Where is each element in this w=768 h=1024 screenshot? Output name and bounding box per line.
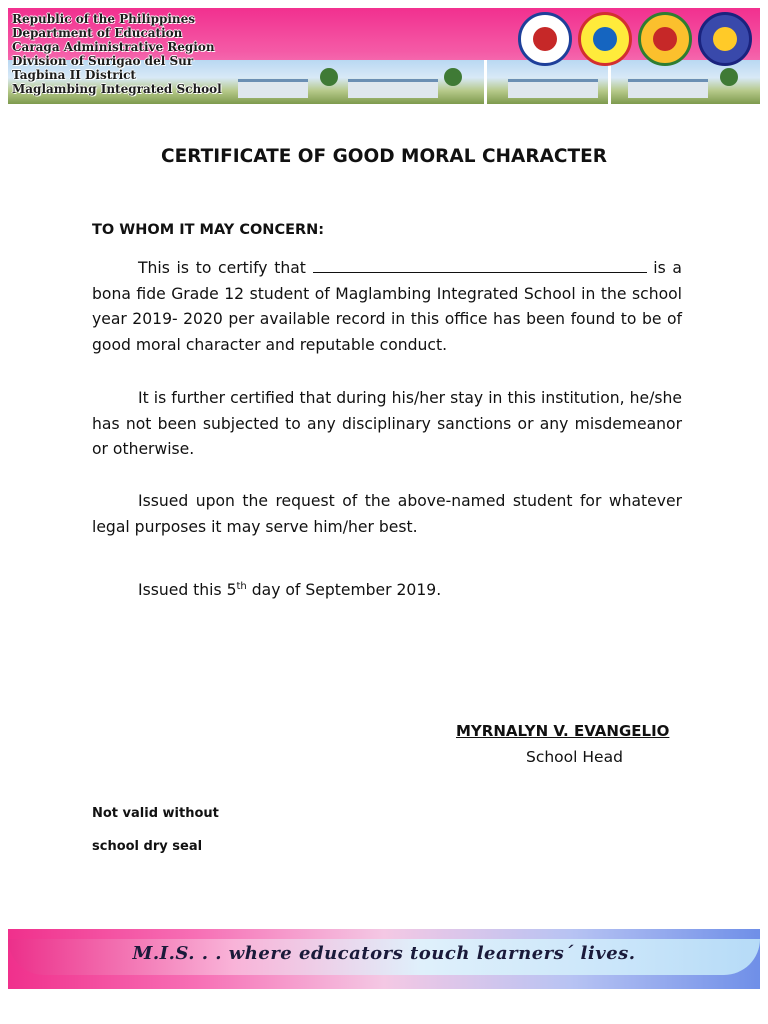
ordinal-suffix: th bbox=[236, 580, 247, 592]
signatory-name: MYRNALYN V. EVANGELIO bbox=[456, 722, 670, 740]
validity-note-line2: school dry seal bbox=[92, 839, 203, 854]
signatory-title: School Head bbox=[526, 748, 623, 766]
deped-seal-icon bbox=[518, 12, 572, 66]
district-seal-icon bbox=[638, 12, 692, 66]
heading-line-department: Department of Education bbox=[12, 26, 183, 40]
heading-line-republic: Republic of the Philippines bbox=[12, 12, 196, 26]
paragraph-issued-date bbox=[92, 578, 682, 604]
paragraph-purpose: Issued upon the request of the above-named student for whatever legal purposes it may serve him/her best. bbox=[92, 492, 682, 536]
paragraph-certification bbox=[92, 256, 682, 358]
heading-line-school: Maglambing Integrated School bbox=[12, 82, 222, 96]
heading-line-district: Tagbina II District bbox=[12, 68, 136, 82]
agency-heading bbox=[12, 12, 222, 96]
school-seal-icon bbox=[698, 12, 752, 66]
p1-lead-text: This is to certify that bbox=[138, 259, 313, 277]
footer-banner bbox=[8, 929, 760, 989]
certificate-title: CERTIFICATE OF GOOD MORAL CHARACTER bbox=[161, 146, 607, 167]
header-banner bbox=[8, 8, 760, 104]
school-motto: M.I.S. . . where educators touch learners´ lives. bbox=[132, 943, 636, 964]
student-name-blank bbox=[313, 258, 647, 273]
heading-line-region: Caraga Administrative Region bbox=[12, 40, 215, 54]
issued-date-rest: day of September 2019. bbox=[246, 581, 442, 599]
validity-note-line1: Not valid without bbox=[92, 806, 219, 821]
salutation: TO WHOM IT MAY CONCERN: bbox=[92, 222, 325, 238]
paragraph-no-sanctions: It is further certified that during his/her stay in this institution, he/she has not been subjected to any disciplinary sanctions or any misdemeanor or otherwise. bbox=[92, 389, 682, 458]
division-seal-icon bbox=[578, 12, 632, 66]
p1-rest-text: is a bona fide Grade 12 student of Maglambing Integrated School in the school year 2019- 2020 per available record in this office has been found to be of good moral character and reputable conduct. bbox=[92, 259, 682, 354]
seal-logos bbox=[518, 12, 752, 66]
issued-date-lead: Issued this 5 bbox=[138, 581, 237, 599]
heading-line-division: Division of Surigao del Sur bbox=[12, 54, 194, 68]
